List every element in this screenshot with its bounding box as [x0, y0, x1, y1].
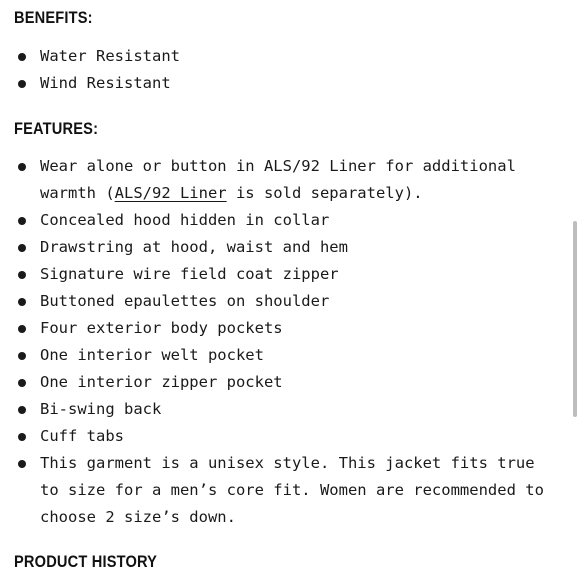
features-heading: FEATURES:: [14, 119, 99, 138]
benefit-text: Wind Resistant: [40, 74, 171, 92]
feature-text: One interior welt pocket: [40, 346, 264, 364]
benefit-text: Water Resistant: [40, 47, 180, 65]
feature-text: Drawstring at hood, waist and hem: [40, 238, 348, 256]
feature-text: Four exterior body pockets: [40, 319, 283, 337]
feature-text: This garment is a unisex style. This jacket fits true to size for a men’s core fit. Women are recommended to choose 2 size’s down.: [40, 454, 544, 526]
bullet-icon: [18, 217, 26, 225]
bullet-icon: [18, 352, 26, 360]
feature-text: Bi-swing back: [40, 400, 162, 418]
bullet-icon: [18, 406, 26, 414]
als92-liner-link[interactable]: ALS/92 Liner: [114, 184, 227, 202]
bullet-icon: [18, 163, 26, 171]
scrollbar-thumb[interactable]: [573, 221, 577, 417]
list-item: [0, 423, 560, 450]
feature-text: Buttoned epaulettes on shoulder: [40, 292, 330, 310]
bullet-icon: [18, 80, 26, 88]
feature-text-suffix: is sold separately).: [226, 184, 423, 202]
bullet-icon: [18, 379, 26, 387]
benefits-list: [0, 43, 560, 97]
feature-text: Concealed hood hidden in collar: [40, 211, 330, 229]
list-item: [0, 207, 560, 234]
feature-text: One interior zipper pocket: [40, 373, 283, 391]
list-item: [0, 450, 560, 531]
bullet-icon: [18, 53, 26, 61]
list-item: [0, 369, 560, 396]
benefits-heading: BENEFITS:: [14, 8, 93, 27]
list-item: [0, 288, 560, 315]
list-item: [0, 70, 560, 97]
bullet-icon: [18, 460, 26, 468]
list-item: [0, 234, 560, 261]
feature-text: Cuff tabs: [40, 427, 124, 445]
bullet-icon: [18, 271, 26, 279]
bullet-icon: [18, 433, 26, 441]
list-item: [0, 342, 560, 369]
list-item: [0, 153, 560, 207]
list-item: [0, 43, 560, 70]
bullet-icon: [18, 298, 26, 306]
bullet-icon: [18, 244, 26, 252]
list-item: [0, 261, 560, 288]
list-item: [0, 396, 560, 423]
list-item: [0, 315, 560, 342]
feature-text: Signature wire field coat zipper: [40, 265, 339, 283]
feature-text-prefix: Wear alone or button in ALS/92 Liner for additional warmth (: [40, 157, 516, 202]
bullet-icon: [18, 325, 26, 333]
product-history-heading[interactable]: PRODUCT HISTORY: [14, 552, 158, 571]
features-list: [0, 153, 560, 531]
